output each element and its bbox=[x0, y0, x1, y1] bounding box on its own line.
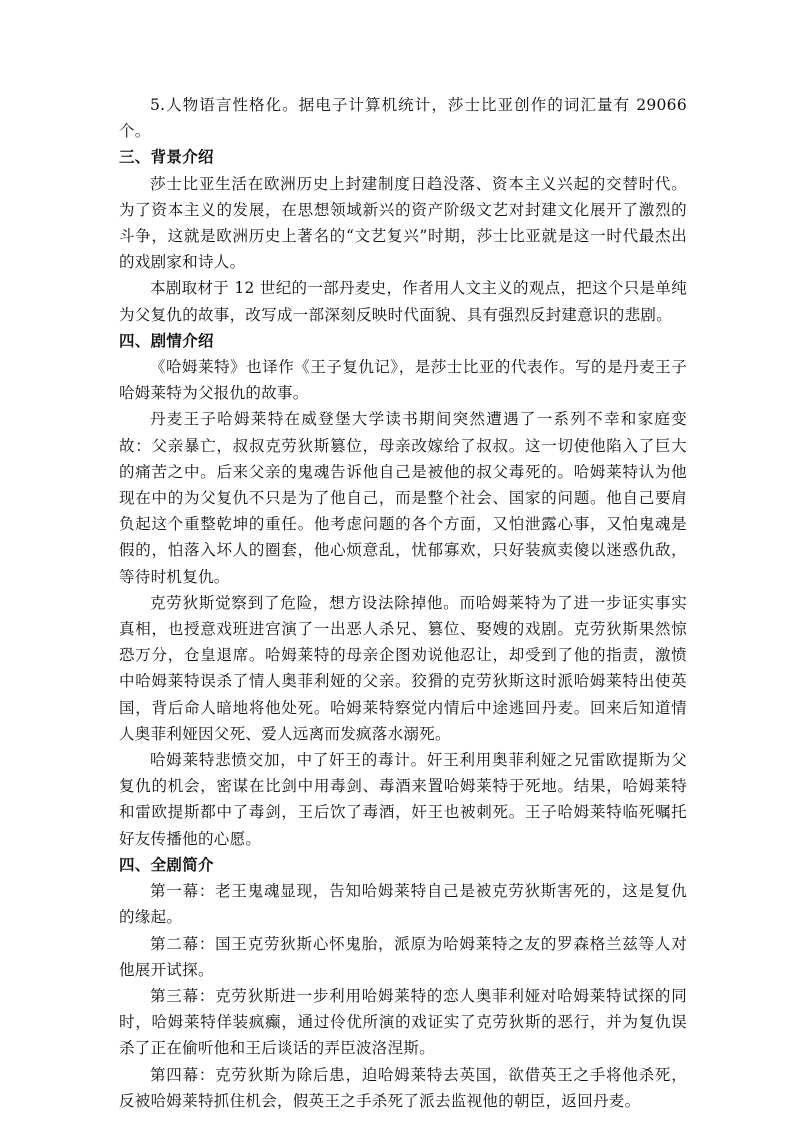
heading-plot: 四、剧情介绍 bbox=[119, 331, 214, 350]
paragraph-act-two: 第二幕：国王克劳狄斯心怀鬼胎，派原为哈姆莱特之友的罗森格兰兹等人对他展开试探。 bbox=[119, 934, 687, 979]
heading-summary: 四、全剧简介 bbox=[119, 855, 214, 874]
paragraph-act-three: 第三幕：克劳狄斯进一步利用哈姆莱特的恋人奥菲利娅对哈姆莱特试探的同时，哈姆莱特佯装疯癫，通过伶优所演的戏证实了克劳狄斯的恶行，并为复仇误杀了正在偷听他和王后谈话的弄臣波洛涅斯。 bbox=[119, 986, 687, 1058]
heading-background: 三、背景介绍 bbox=[119, 148, 214, 167]
paragraph-act-one: 第一幕：老王鬼魂显现，告知哈姆莱特自己是被克劳狄斯害死的，这是复仇的缘起。 bbox=[119, 882, 687, 927]
document-page bbox=[119, 92, 687, 1114]
paragraph-background-era: 莎士比亚生活在欧洲历史上封建制度日趋没落、资本主义兴起的交替时代。为了资本主义的发展，在思想领域新兴的资产阶级文艺对封建文化展开了激烈的斗争，这就是欧洲历史上著名的“文艺复兴”时期，莎士比亚就是这一时代最杰出的戏剧家和诗人。 bbox=[119, 174, 687, 272]
paragraph-plot-claudius: 克劳狄斯觉察到了危险，想方设法除掉他。而哈姆莱特为了进一步证实事实真相，也授意戏班进宫演了一出恶人杀兄、篡位、娶嫂的戏剧。克劳狄斯果然惊恐万分，仓皇退席。哈姆莱特的母亲企图劝说他忍让，却受到了他的指责，激愤中哈姆莱特误杀了情人奥菲利娅的父亲。狡猾的克劳狄斯这时派哈姆莱特出使英国，背后命人暗地将他处死。哈姆莱特察觉内情后中途逃回丹麦。回来后知道情人奥菲利娅因父死、爱人远离而发疯落水溺死。 bbox=[119, 593, 687, 743]
paragraph-plot-prince: 丹麦王子哈姆莱特在威登堡大学读书期间突然遭遇了一系列不幸和家庭变故：父亲暴亡，叔叔克劳狄斯篡位，母亲改嫁给了叔叔。这一切使他陷入了巨大的痛苦之中。后来父亲的鬼魂告诉他自己是被他的叔父毒死的。哈姆莱特认为他现在中的为父复仇不只是为了他自己，而是整个社会、国家的问题。他自己要肩负起这个重整乾坤的重任。他考虑问题的各个方面，又怕泄露心事，又怕鬼魂是假的，怕落入坏人的圈套，他心烦意乱，忧郁寡欢，只好装疯卖傻以迷惑仇敌，等待时机复仇。 bbox=[119, 410, 687, 586]
paragraph-act-four: 第四幕：克劳狄斯为除后患，迫哈姆莱特去英国，欲借英王之手将他杀死，反被哈姆莱特抓住机会，假英王之手杀死了派去监视他的朝臣，返回丹麦。 bbox=[119, 1065, 687, 1110]
paragraph-background-source: 本剧取材于 12 世纪的一部丹麦史，作者用人文主义的观点，把这个只是单纯为父复仇的故事，改写成一部深刻反映时代面貌、具有强烈反封建意识的悲剧。 bbox=[119, 279, 687, 324]
paragraph-language-stats: 5.人物语言性格化。据电子计算机统计，莎士比亚创作的词汇量有 29066 个。 bbox=[119, 96, 687, 141]
paragraph-plot-intro: 《哈姆莱特》也译作《王子复仇记》，是莎士比亚的代表作。写的是丹麦王子哈姆莱特为父报仇的故事。 bbox=[119, 358, 687, 403]
paragraph-plot-ending: 哈姆莱特悲愤交加，中了奸王的毒计。奸王利用奥菲利娅之兄雷欧提斯为父复仇的机会，密谋在比剑中用毒剑、毒酒来置哈姆莱特于死地。结果，哈姆莱特和雷欧提斯都中了毒剑，王后饮了毒酒，奸王也被刺死。王子哈姆莱特临死嘱托好友传播他的心愿。 bbox=[119, 751, 687, 848]
